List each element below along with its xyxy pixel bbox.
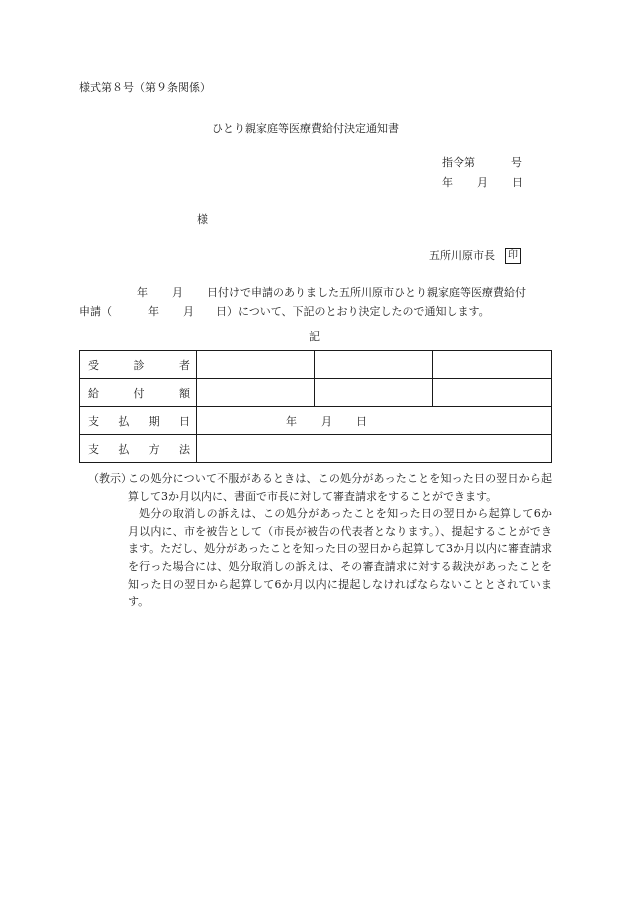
intro-line-1 <box>79 285 526 300</box>
issuer-name: 五所川原市長 <box>429 249 495 262</box>
label-char: 付 <box>133 386 145 400</box>
label-char: 受 <box>88 358 99 372</box>
patient-cell-3 <box>433 351 552 379</box>
intro-year-2: 年 <box>148 305 159 318</box>
label-char: 期 <box>148 414 160 428</box>
notice-body <box>128 470 552 611</box>
label-char: 方 <box>148 442 160 456</box>
notice-paragraph-lawsuit: 処分の取消しの訴えは、この処分があったことを知った日の翌日から起算して6か月以内に、市を被告として（市長が被告の代表者となります。）、提起することができます。ただし、処分があったことを知った日の翌日から起算して3か月以内に審査請求を行った場合には、処分取消しの訴えは、その審査請求に対する裁決があったことを知った日の翌日から起算して6か月以内に提起しなければならないこととされています。 <box>128 507 553 609</box>
row-payment-method <box>80 435 552 463</box>
addressee-suffix: 様 <box>197 213 208 226</box>
intro-month-2: 月 <box>183 305 194 318</box>
issue-date-day: 日 <box>512 176 523 189</box>
label-payment-method <box>80 435 197 463</box>
label-char: 額 <box>179 386 190 400</box>
patient-cell-1 <box>197 351 315 379</box>
label-patient <box>80 351 197 379</box>
patient-cell-2 <box>315 351 433 379</box>
label-char: 払 <box>118 442 130 456</box>
label-char: 支 <box>88 442 99 456</box>
notice-heading: （教示） <box>88 472 132 485</box>
intro-text-2-start: 申請（ <box>79 305 112 318</box>
label-char: 診 <box>133 358 145 372</box>
payment-method-value <box>197 435 552 463</box>
row-payment-date <box>80 407 552 435</box>
document-title: ひとり親家庭等医療費給付決定通知書 <box>212 122 399 135</box>
intro-text-1: 日付けで申請のありました五所川原市ひとり親家庭等医療費給付 <box>207 286 526 299</box>
payment-date-month: 月 <box>321 414 332 428</box>
issue-date-year: 年 <box>442 176 453 189</box>
ki-heading: 記 <box>309 330 320 343</box>
intro-line-2 <box>79 304 490 319</box>
decision-table <box>79 350 552 463</box>
ref-prefix: 指令第 <box>442 156 475 169</box>
label-payment-date <box>80 407 197 435</box>
seal-stamp: 印 <box>505 248 521 264</box>
intro-year: 年 <box>137 286 148 299</box>
label-char: 法 <box>178 442 190 456</box>
payment-date-value <box>197 407 552 435</box>
ref-suffix: 号 <box>511 156 522 169</box>
amount-cell-3 <box>433 379 552 407</box>
legal-notice <box>88 470 558 611</box>
label-char: 給 <box>88 386 99 400</box>
notice-paragraph-review: この処分について不服があるときは、この処分があったことを知った日の翌日から起算して3か月以内に、書面で市長に対して審査請求をすることができます。 <box>128 472 552 503</box>
label-benefit-amount <box>80 379 197 407</box>
payment-date-day: 日 <box>356 414 367 428</box>
label-char: 日 <box>178 414 190 428</box>
label-char: 者 <box>179 358 190 372</box>
form-number-label: 様式第８号（第９条関係） <box>79 81 211 94</box>
label-char: 払 <box>118 414 130 428</box>
issue-date <box>442 175 523 190</box>
amount-cell-1 <box>197 379 315 407</box>
row-patient <box>80 351 552 379</box>
issuer <box>429 248 521 264</box>
issue-date-month: 月 <box>477 176 488 189</box>
reference-number <box>442 155 522 170</box>
amount-cell-2 <box>315 379 433 407</box>
label-char: 支 <box>88 414 99 428</box>
payment-date-year: 年 <box>286 414 297 428</box>
row-benefit-amount <box>80 379 552 407</box>
intro-text-2: 日）について、下記のとおり決定したので通知します。 <box>216 305 490 318</box>
intro-month: 月 <box>172 286 183 299</box>
